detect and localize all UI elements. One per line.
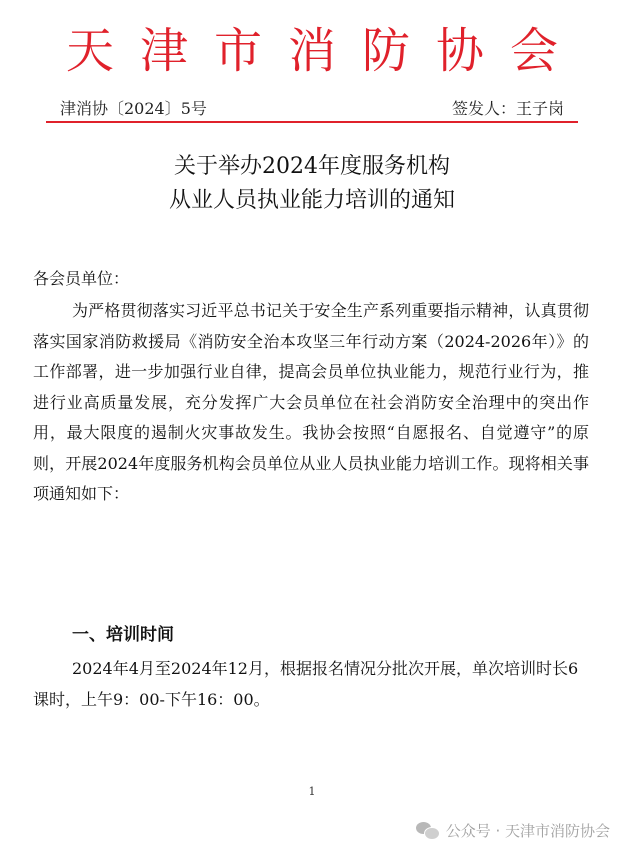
signer: 签发人：王子岗 — [451, 99, 564, 118]
watermark-text: 公众号 · 天津市消防协会 — [445, 822, 610, 840]
document-number: 津消协〔2024〕5号 — [60, 99, 207, 118]
body-paragraph-1: 为严格贯彻落实习近平总书记关于安全生产系列重要指示精神，认真贯彻落实国家消防救援局《消防安全治本攻坚三年行动方案（2024-2026年）》的工作部署，进一步加强行业自律，提高会员单位执业能力，规范行业行为，推进行业高质量发展，充分发挥广大会员单位在社会消防安全治理中的突出作用，最大限度的遏制火灾事故发生。我协会按照“自愿报名、自觉遵守”的原则，开展2024年度服务机构会员单位从业人员执业能力培训工作。现将相关事项通知如下： — [33, 301, 589, 503]
notice-title — [0, 150, 624, 218]
section-heading-training-time: 一、培训时间 — [72, 625, 174, 645]
organization-title: 天津市消防协会 — [65, 23, 584, 79]
notice-title-line1: 关于举办2024年度服务机构 — [174, 154, 450, 179]
watermark — [416, 820, 610, 841]
notice-title-line2: 从业人员执业能力培训的通知 — [168, 188, 455, 213]
page-number: 1 — [308, 785, 316, 798]
wechat-icon — [416, 822, 440, 840]
salutation: 各会员单位： — [33, 269, 130, 288]
body-paragraph-2: 2024年4月至2024年12月，根据报名情况分批次开展，单次培训时长6课时，上午9：00-下午16：00。 — [33, 659, 579, 709]
red-divider — [46, 121, 578, 123]
